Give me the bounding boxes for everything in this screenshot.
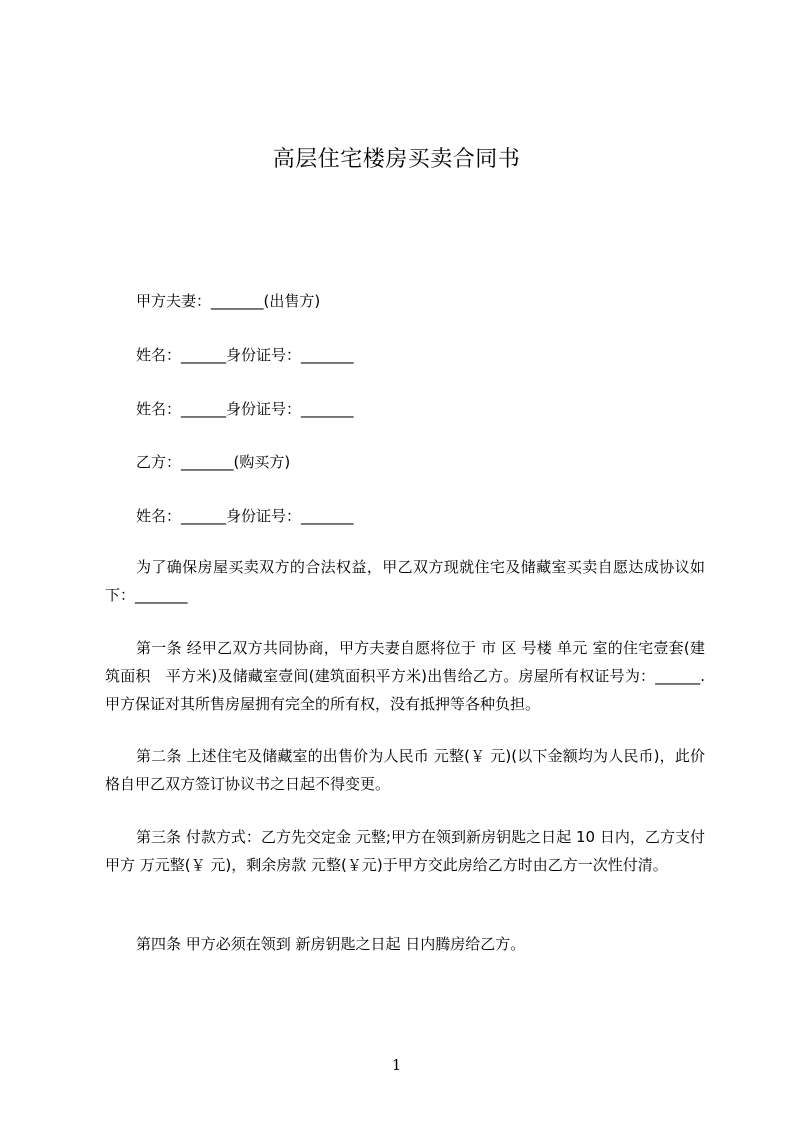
party-a-line: 甲方夫妻：_______(出售方) — [136, 292, 321, 310]
article-3-paragraph: 第三条 付款方式：乙方先交定金 元整;甲方在领到新房钥匙之日起 10 日内，乙方支付甲方 万元整(￥ 元)，剩余房款 元整(￥元)于甲方交此房给乙方时由乙方一次性付清。 — [105, 828, 705, 874]
page-number: 1 — [391, 1056, 402, 1074]
document-title: 高层住宅楼房买卖合同书 — [272, 147, 521, 172]
article-1-paragraph: 第一条 经甲乙双方共同协商，甲方夫妻自愿将位于 市 区 号楼 单元 室的住宅壹套(建筑面积 平方米)及储藏室壹间(建筑面积平方米)出售给乙方。房屋所有权证号为：______.甲方保证对其所售房屋拥有完全的所有权，没有抵押等各种负担。 — [105, 639, 705, 713]
party-a-person-1-line: 姓名：______身份证号：_______ — [136, 346, 354, 364]
party-b-line: 乙方：_______(购买方) — [136, 453, 291, 471]
article-4-paragraph: 第四条 甲方必须在领到 新房钥匙之日起 日内腾房给乙方。 — [136, 935, 526, 953]
preamble-paragraph: 为了确保房屋买卖双方的合法权益，甲乙双方现就住宅及储藏室买卖自愿达成协议如下：_______ — [105, 558, 705, 604]
party-b-person-line: 姓名：______身份证号：_______ — [136, 507, 354, 525]
party-a-person-2-line: 姓名：______身份证号：_______ — [136, 400, 354, 418]
article-2-paragraph: 第二条 上述住宅及储藏室的出售价为人民币 元整(￥ 元)(以下金额均为人民币)，此价格自甲乙双方签订协议书之日起不得变更。 — [105, 747, 705, 793]
